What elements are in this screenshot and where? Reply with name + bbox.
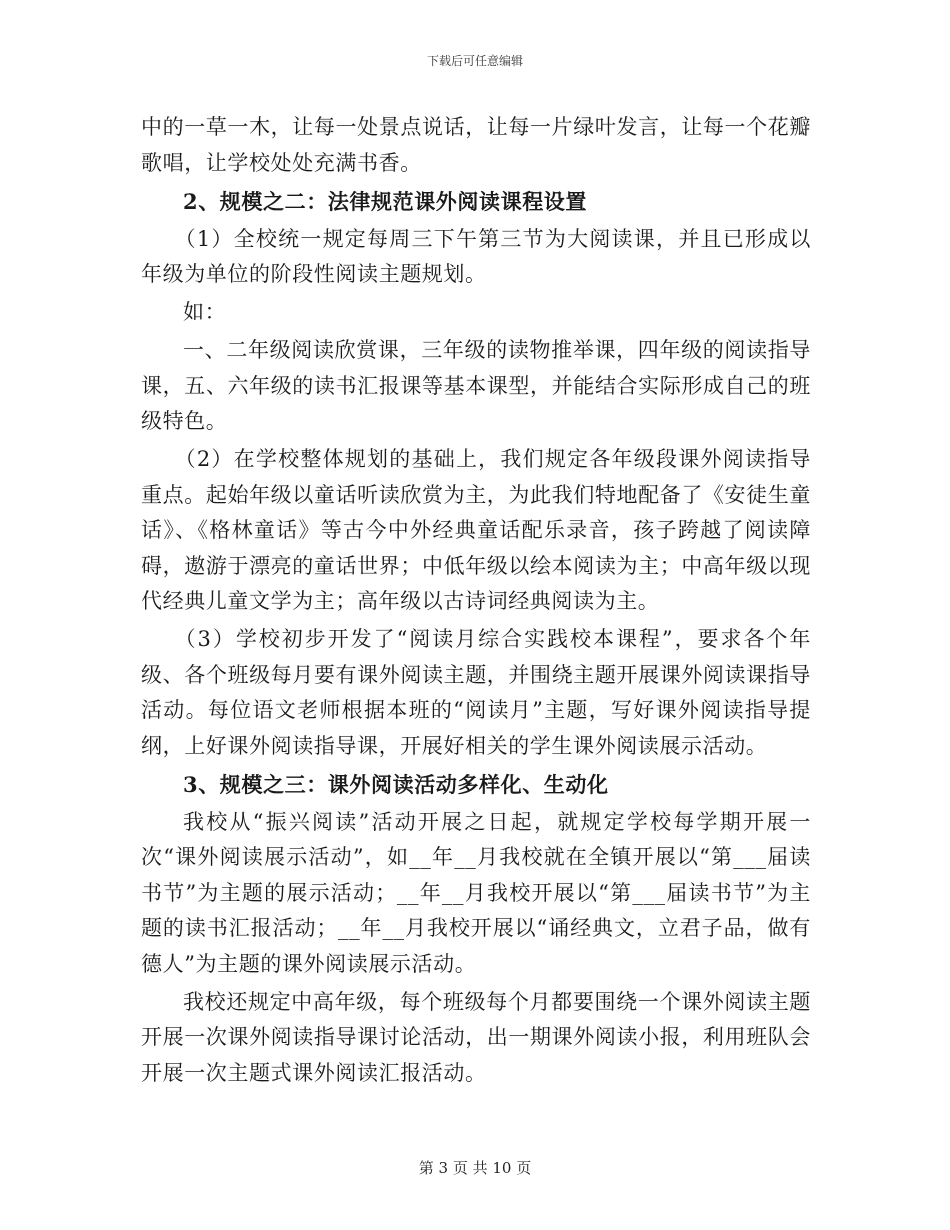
section-heading-2: 2、规模之二：法律规范课外阅读课程设置	[183, 188, 588, 214]
paragraph-course-types: 一、二年级阅读欣赏课，三年级的读物推举课，四年级的阅读指导课，五、六年级的读书汇报课等基本课型，并能结合实际形成自己的班级特色。	[141, 338, 811, 433]
page-header-note: 下载后可任意编辑	[426, 54, 523, 68]
paragraph-item-3: （3）学校初步开发了“阅读月综合实践校本课程”，要求各个年级、各个班级每月要有课外阅读主题，并围绕主题开展课外阅读课指导活动。每位语文老师根据本班的“阅读月”主题，写好课外阅读指导提纲，上好课外阅读指导课，开展好相关的学生课外阅读展示活动。	[141, 627, 811, 758]
paragraph-example-label: 如：	[183, 300, 227, 324]
paragraph-item-1: （1）全校统一规定每周三下午第三节为大阅读课，并且已形成以年级为单位的阶段性阅读主题规划。	[141, 226, 811, 286]
paragraph-item-2: （2）在学校整体规划的基础上，我们规定各年级段课外阅读指导重点。起始年级以童话听读欣赏为主，为此我们特地配备了《安徒生童话》、《格林童话》等古今中外经典童话配乐录音，孩子跨越了阅读障碍，遨游于漂亮的童话世界；中低年级以绘本阅读为主；中高年级以现代经典儿童文学为主；高年级以古诗词经典阅读为主。	[141, 447, 811, 613]
document-body	[141, 110, 811, 1094]
section-heading-3: 3、规模之三：课外阅读活动多样化、生动化	[183, 771, 609, 797]
page-number: 第 3 页 共 10 页	[418, 1159, 532, 1177]
paragraph-class-rules: 我校还规定中高年级，每个班级每个月都要围绕一个课外阅读主题开展一次课外阅读指导课讨论活动，出一期课外阅读小报，利用班队会开展一次主题式课外阅读汇报活动。	[141, 989, 811, 1085]
paragraph-continuation: 中的一草一木，让每一处景点说话，让每一片绿叶发言，让每一个花瓣歌唱，让学校处处充满书香。	[141, 115, 811, 175]
paragraph-activities: 我校从“振兴阅读”活动开展之日起，就规定学校每学期开展一次“课外阅读展示活动”，如__年__月我校就在全镇开展以“第___届读书节”为主题的展示活动；__年__月我校开展以“第___届读书节”为主题的读书汇报活动；__年__月我校开展以“诵经典文，立君子品，做有德人”为主题的课外阅读展示活动。	[141, 809, 811, 976]
